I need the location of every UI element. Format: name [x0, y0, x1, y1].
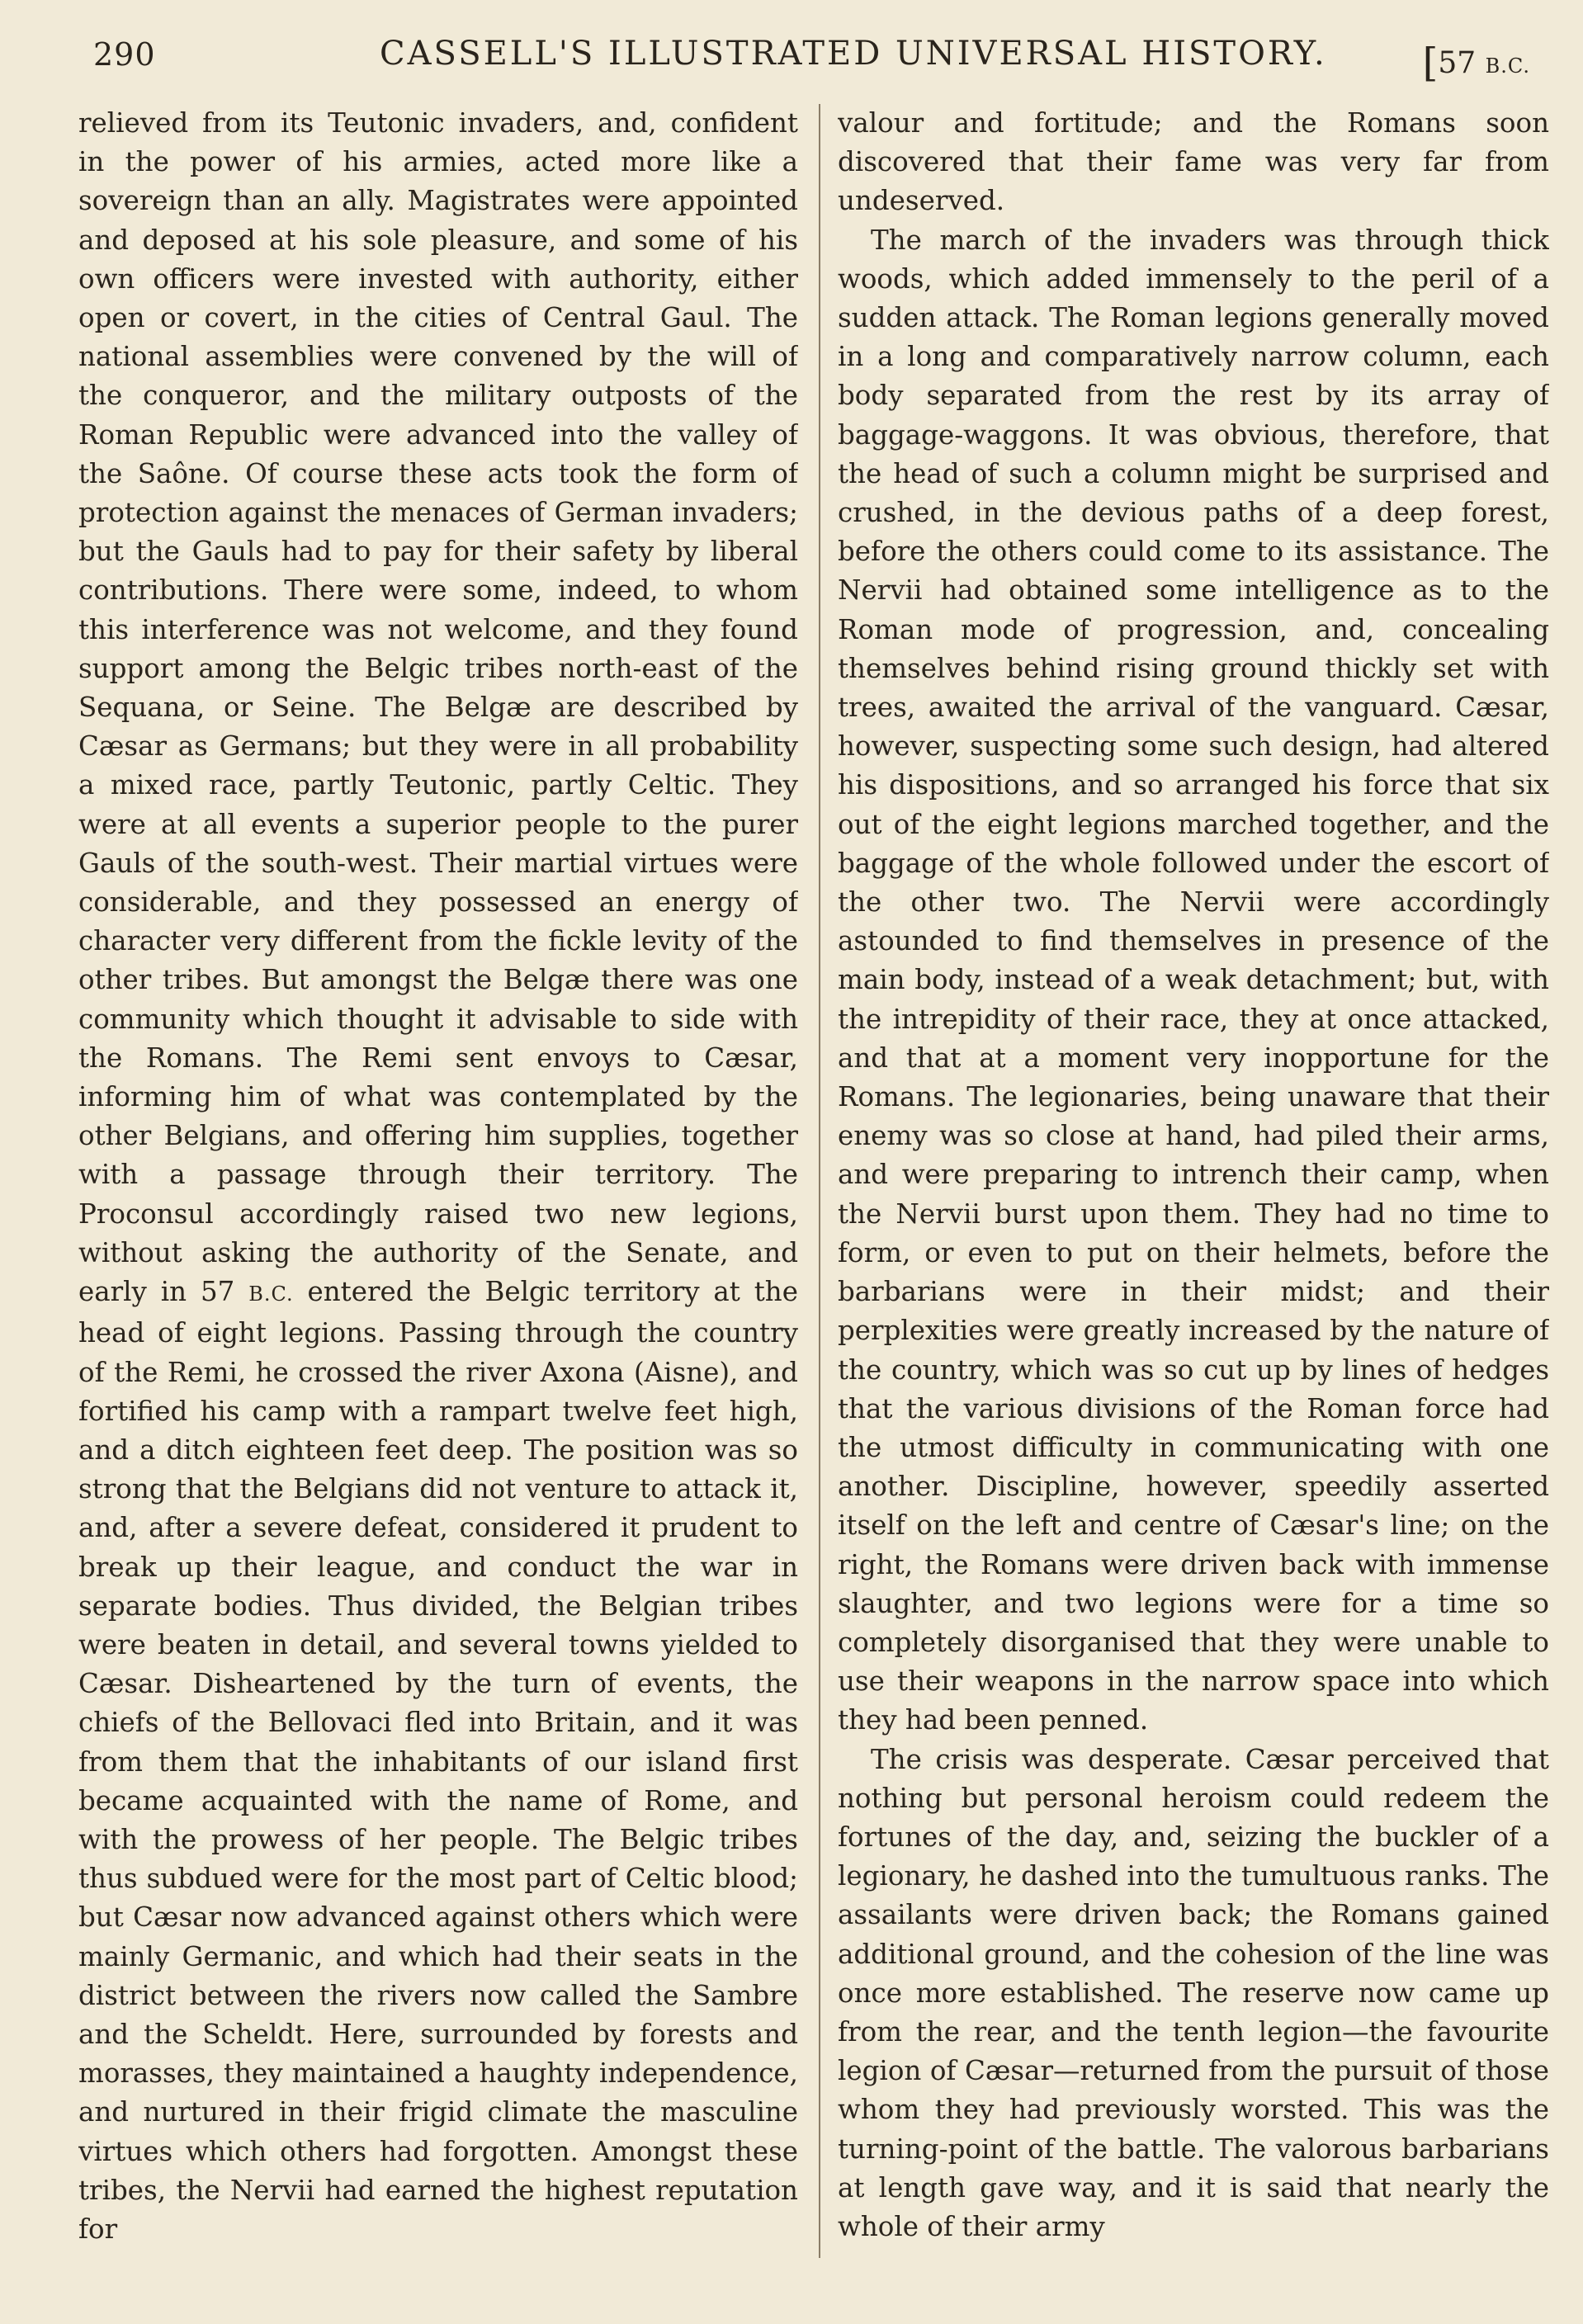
column-divider [819, 104, 820, 2258]
left-paragraph-1-part-a: relieved from its Teutonic invaders, and, confident in the power of his armies, acted more like a sovereign than an ally. Magistrates were appointed and deposed at his sole pleasure, and some of his own officers were invested with authority, either open or covert, in the cities of Central Gaul. The national assemblies were convened by the will of the conqueror, and the military outposts of the Roman Republic were advanced into the valley of the Saône. Of course these acts took the form of protection against the menaces of German invaders; but the Gauls had to pay for their safety by liberal contributions. There were some, indeed, to whom this interference was not welcome, and they found support among the Belgic tribes north-east of the Sequana, or Seine. The Belgæ are described by Cæsar as Germans; but they were in all probability a mixed race, partly Teutonic, partly Celtic. They were at all events a superior people to the purer Gauls of the south-west. Their martial virtues were considerable, and they possessed an energy of character very different from the fickle levity of the other tribes. But amongst the Belgæ there was one community which thought it advisable to side with the Romans. The Remi sent envoys to Cæsar, informing him of what was contemplated by the other Belgians, and offering him supplies, together with a passage through their territory. The Proconsul accordingly raised two new legions, without asking the authority of the Senate, and early in 57 [78, 107, 798, 1308]
header-bracket: [ [1422, 40, 1439, 86]
running-title: CASSELL'S ILLUSTRATED UNIVERSAL HISTORY. [380, 35, 1327, 73]
right-paragraph-1: valour and fortitude; and the Romans soon discovered that their fame was very far from undeserved. [838, 107, 1549, 217]
right-paragraph-2: The march of the invaders was through thick woods, which added immensely to the peril of a sudden attack. The Roman legions generally moved in a long and comparatively narrow column, each body separated from the rest by its array of baggage-waggons. It was obvious, therefore, that the head of such a column might be surprised and crushed, in the devious paths of a deep forest, before the others could come to its assistance. The Nervii had obtained some intelligence as to the Roman mode of progression, and, concealing themselves behind rising ground thickly set with trees, awaited the arrival of the vanguard. Cæsar, however, suspecting some such design, had altered his dispositions, and so arranged his force that six out of the eight legions marched together, and the baggage of the whole followed under the escort of the other two. The Nervii were accordingly astounded to find themselves in presence of the main body, instead of a weak detachment; but, with the intrepidity of their race, they at once attacked, and that at a moment very inopportune for the Romans. The legionaries, being unaware that their enemy was so close at hand, had piled their arms, and were preparing to intrench their camp, when the Nervii burst upon them. They had no time to form, or even to put on their helmets, before the barbarians were in their midst; and their perplexities were greatly increased by the nature of the country, which was so cut up by lines of hedges that the various divisions of the Roman force had the utmost difficulty in communicating with one another. Discipline, however, speedily asserted itself on the left and centre of Cæsar's line; on the right, the Romans were driven back with immense slaughter, and two legions were for a time so completely disorganised that they were unable to use their weapons in the narrow space into which they had been penned. [838, 224, 1549, 1736]
left-column [78, 104, 798, 2266]
left-paragraph-1 [78, 104, 798, 2249]
header-date [1422, 36, 1530, 86]
running-header [78, 31, 1535, 86]
right-column [838, 104, 1549, 2266]
header-date-year: 57 [1438, 46, 1477, 80]
page-number: 290 [93, 36, 156, 73]
left-paragraph-1-part-b: entered the Belgic territory at the head of eight legions. Passing through the country of the Remi, he crossed the river Axona (Aisne), and fortified his camp with a rampart twelve feet high, and a ditch eighteen feet deep. The position was so strong that the Belgians did not venture to attack it, and, after a severe defeat, considered it prudent to break up their league, and conduct the war in separate bodies. Thus divided, the Belgian tribes were beaten in detail, and several towns yielded to Cæsar. Disheartened by the turn of events, the chiefs of the Bellovaci fled into Britain, and it was from them that the inhabitants of our island first became acquainted with the name of Rome, and with the prowess of her people. The Belgic tribes thus subdued were for the most part of Celtic blood; but Cæsar now advanced against others which were mainly Germanic, and which had their seats in the district between the rivers now called the Sambre and the Scheldt. Here, surrounded by forests and morasses, they maintained a haughty independence, and nurtured in their frigid climate the masculine virtues which others had forgotten. Amongst these tribes, the Nervii had earned the highest reputation for [78, 1276, 798, 2245]
left-paragraph-1-era: B.C. [248, 1282, 294, 1306]
right-paragraph-3: The crisis was desperate. Cæsar perceived that nothing but personal heroism could redeem the fortunes of the day, and, seizing the buckler of a legionary, he dashed into the tumultuous ranks. The assailants were driven back; the Romans gained additional ground, and the cohesion of the line was once more established. The reserve now came up from the rear, and the tenth legion—the favourite legion of Cæsar—returned from the pursuit of those whom they had previously worsted. This was the turning-point of the battle. The valorous barbarians at length gave way, and it is said that nearly the whole of their army [838, 1743, 1549, 2242]
header-date-era: B.C. [1485, 54, 1530, 78]
